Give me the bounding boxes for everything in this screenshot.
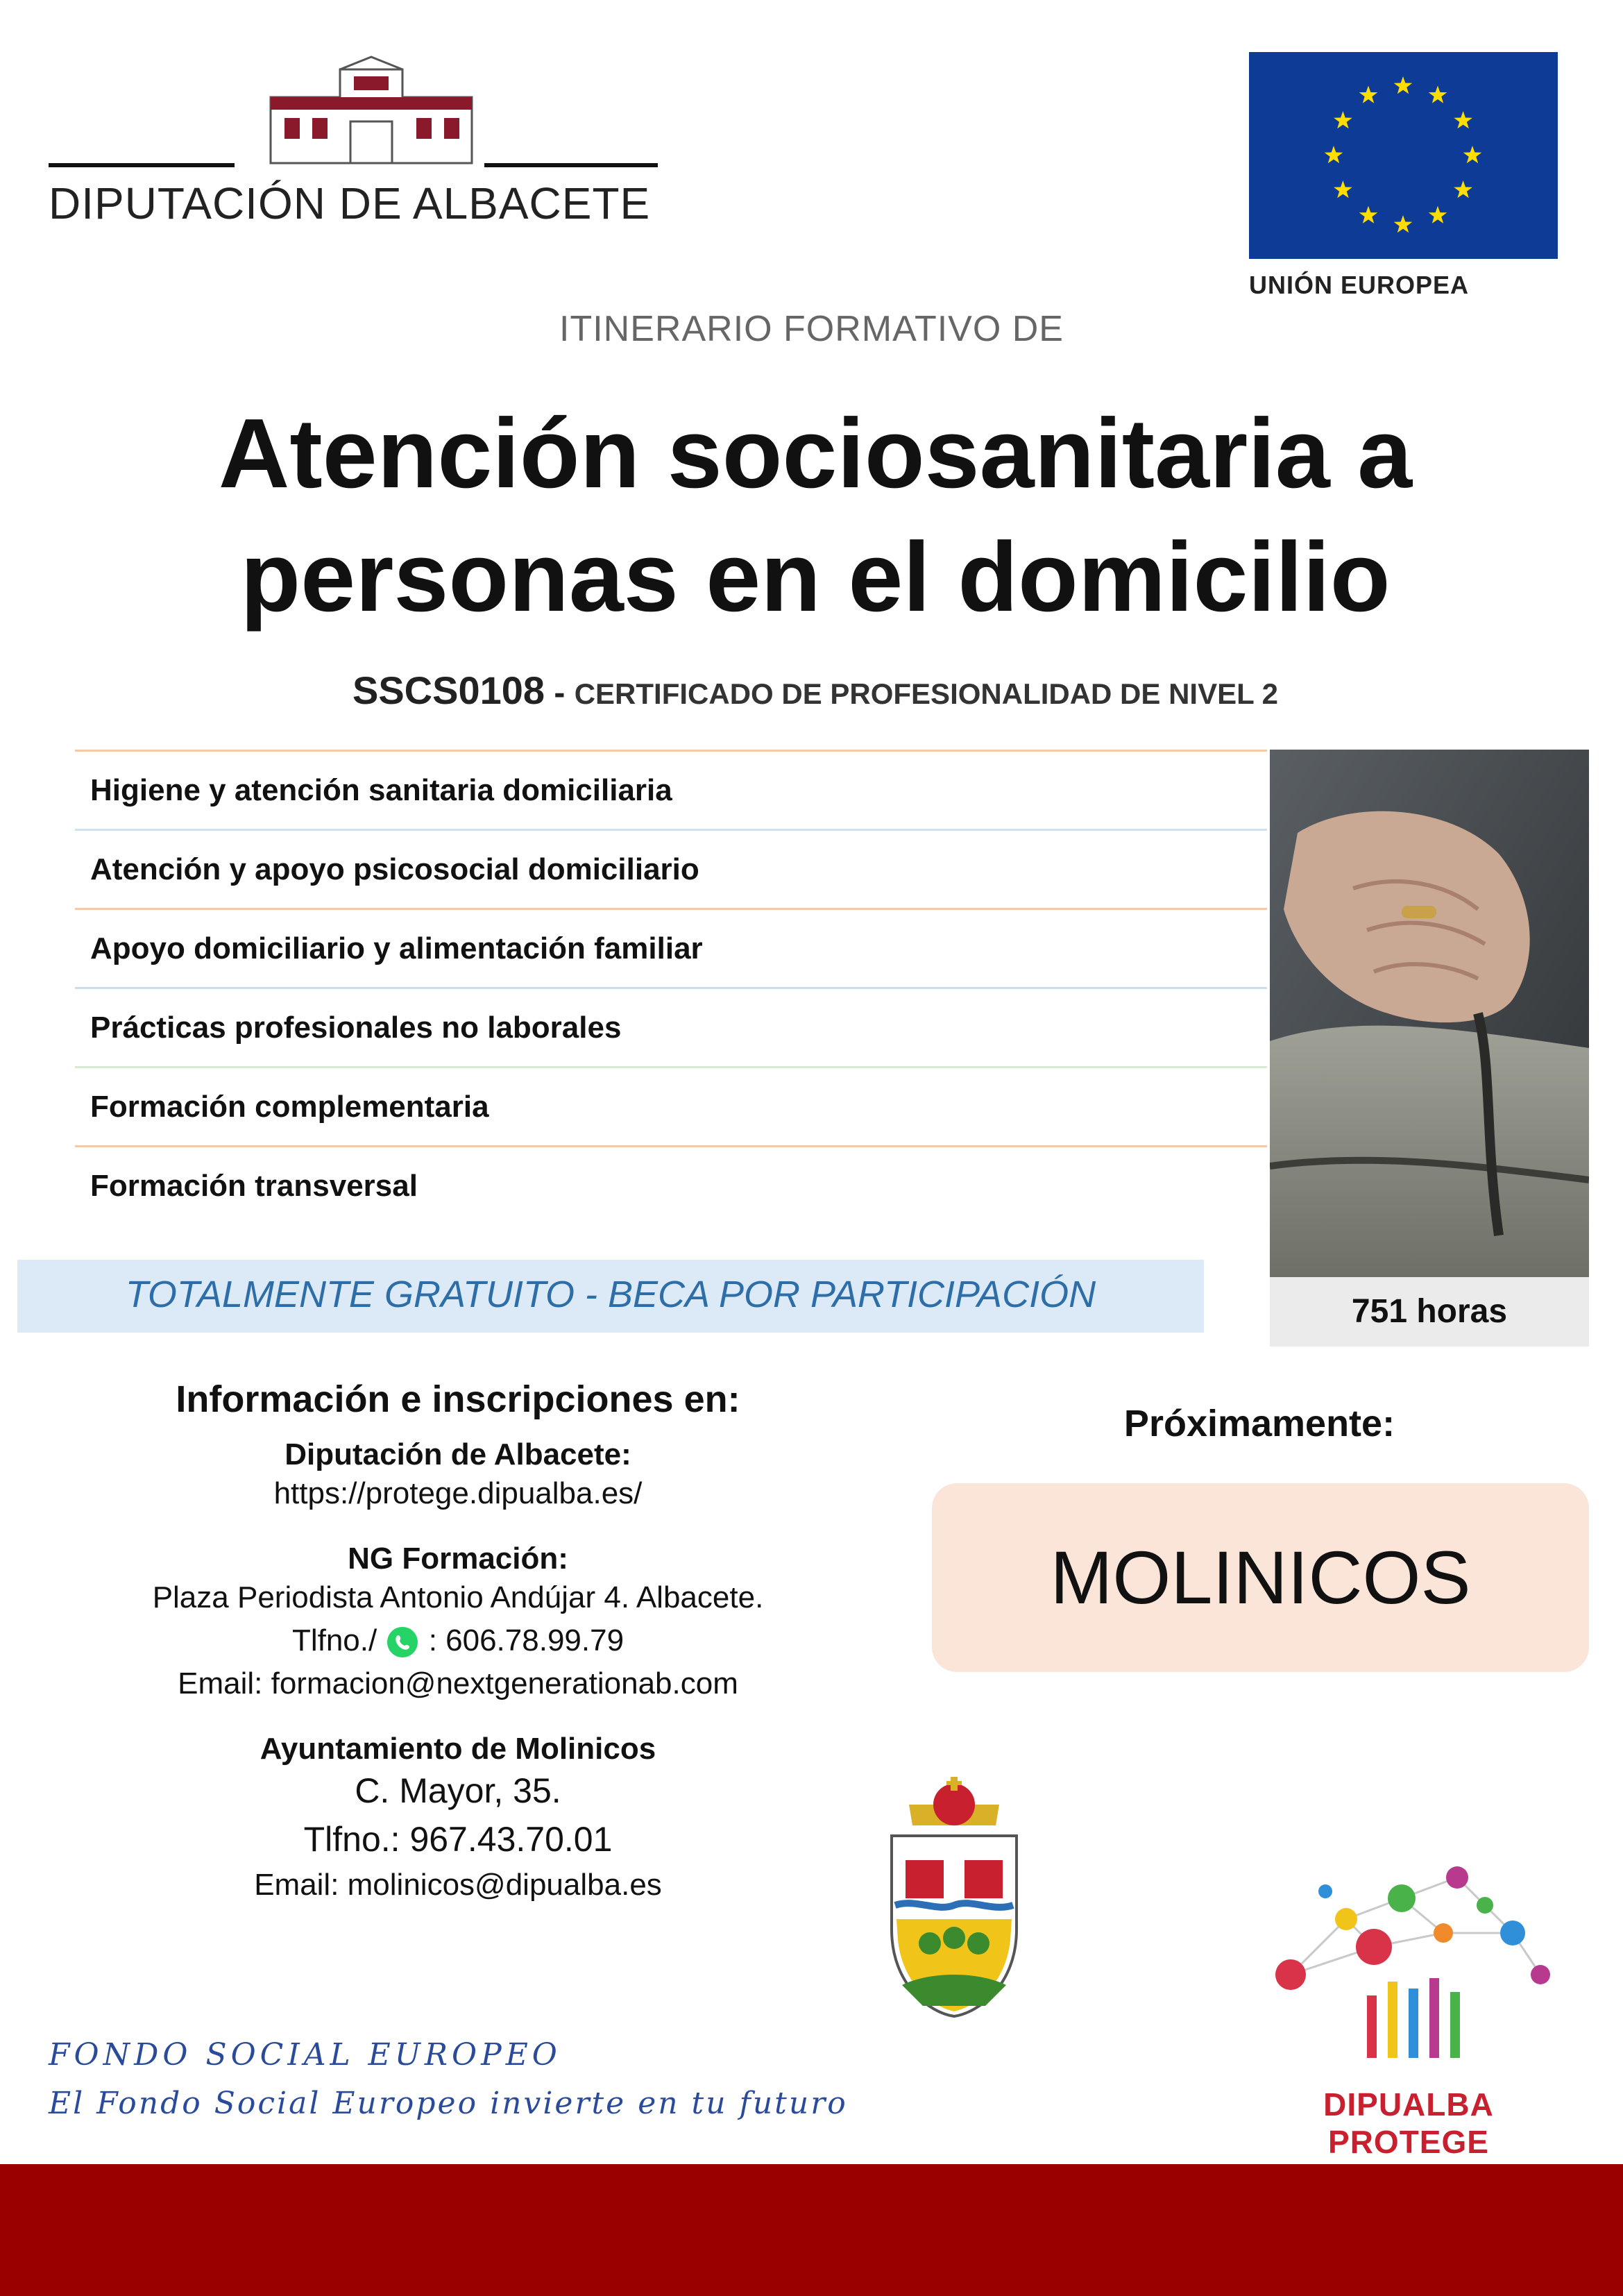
logo-rule-right [484,163,658,167]
upcoming-label: Próximamente: [1123,1403,1395,1444]
dipualba-protege-label: DIPUALBA PROTEGE [1323,2086,1494,2160]
diputacion-name: Diputación de Albacete: [284,1437,631,1471]
ng-formacion-address: Plaza Periodista Antonio Andújar 4. Albacete. [152,1580,764,1614]
logo-rule-left [49,163,235,167]
free-scholarship-banner: TOTALMENTE GRATUITO - BECA POR PARTICIPACIÓN [17,1260,1204,1333]
upcoming-location: MOLINICOS [932,1483,1589,1672]
module-item: Atención y apoyo psicosocial domiciliario [75,829,1267,908]
diputacion-logo [49,56,659,236]
elderly-hand-photo [1270,750,1589,1277]
module-item: Formación complementaria [75,1066,1267,1145]
certificate-level: CERTIFICADO DE PROFESIONALIDAD DE NIVEL 2 [574,677,1279,710]
module-item: Formación transversal [75,1145,1267,1224]
palace-building-icon [257,56,486,167]
modules-list [75,750,1267,1224]
main-title [139,392,1492,639]
certificate-code: SSCS0108 [352,668,545,712]
eu-flag-icon [1249,52,1558,259]
fse-title: FONDO SOCIAL EUROPEO [49,2037,561,2073]
main-title-line-2: personas en el domicilio [240,522,1391,632]
certificate-line [208,668,1422,713]
ng-formacion-phone-prefix: Tlfno./ [291,1623,377,1657]
ayuntamiento-name: Ayuntamiento de Molinicos [260,1732,656,1766]
ng-formacion-contact [42,1542,874,1705]
module-item: Prácticas profesionales no laborales [75,987,1267,1066]
eu-label: UNIÓN EUROPEA [1249,271,1470,299]
certificate-separator: - [545,675,575,711]
ng-formacion-phone-line [42,1619,874,1662]
info-section [42,1378,874,1933]
ayuntamiento-email[interactable]: Email: molinicos@dipualba.es [254,1868,662,1902]
ayuntamiento-address: C. Mayor, 35. [355,1771,561,1810]
module-item: Apoyo domiciliario y alimentación familiar [75,908,1267,987]
ayuntamiento-phone: Tlfno.: 967.43.70.01 [303,1820,613,1859]
molinicos-coat-of-arms-icon [881,1777,1027,2020]
main-title-line-1: Atención sociosanitaria a [218,398,1413,509]
dipualba-protege-tree-icon [1263,1850,1554,2058]
footer-bar [0,2164,1623,2296]
fse-slogan: El Fondo Social Europeo invierte en tu futuro [49,2086,848,2121]
pre-title: ITINERARIO FORMATIVO DE [559,309,1064,349]
module-item: Higiene y atención sanitaria domiciliaria [75,750,1267,829]
ng-formacion-phone: : 606.78.99.79 [428,1623,624,1657]
ng-formacion-name: NG Formación: [348,1542,568,1576]
hours-badge: 751 horas [1270,1277,1589,1347]
info-heading: Información e inscripciones en: [176,1378,740,1420]
diputacion-url[interactable]: https://protege.dipualba.es/ [273,1476,643,1510]
ng-formacion-email[interactable]: Email: formacion@nextgenerationab.com [178,1666,738,1700]
diputacion-contact [42,1437,874,1515]
institution-name: DIPUTACIÓN DE ALBACETE [49,178,651,228]
whatsapp-icon [385,1625,420,1660]
ayuntamiento-contact [42,1732,874,1907]
